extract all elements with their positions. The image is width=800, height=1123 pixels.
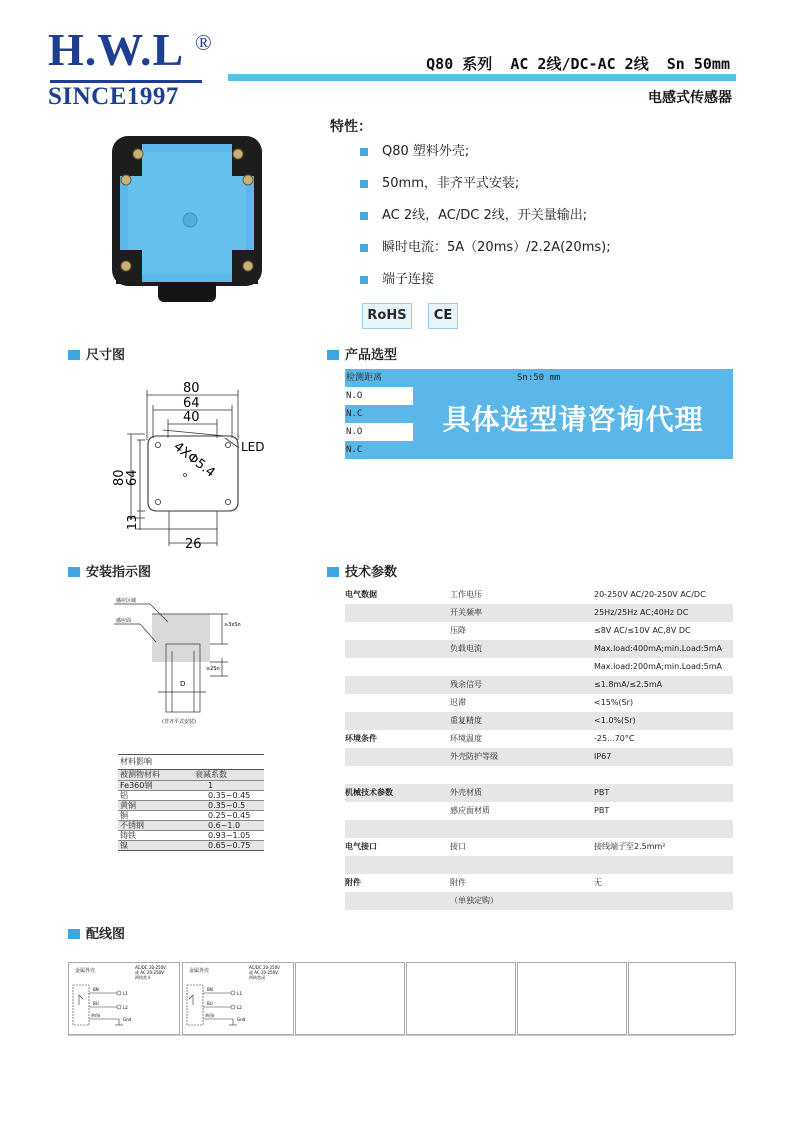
install-metal-label: 感应区域 [116, 598, 137, 604]
material-title: 材料影响 [118, 754, 264, 769]
dim-v13: 13 [125, 514, 139, 530]
section-specs: 技术参数 [327, 565, 397, 581]
bullet-icon [360, 244, 368, 252]
section-selection: 产品选型 [327, 348, 397, 364]
wiring-no-l2: L2 [123, 1005, 128, 1010]
wiring-diagram-empty [517, 962, 627, 1035]
bullet-icon [360, 148, 368, 156]
dim-40: 40 [183, 410, 200, 425]
holes-label: 4XΦ5.4 [170, 439, 218, 481]
wiring-nc-type: 两线常闭 [249, 975, 265, 980]
material-row: 镍 0.65~0.75 [118, 840, 264, 850]
spec-row: 压降 ≤8V AC/≤10V AC,8V DC [345, 622, 733, 640]
wiring-no-title: 金属外壳 [75, 968, 96, 974]
wiring-diagram-empty [295, 962, 405, 1035]
bullet-icon [360, 180, 368, 188]
dim-v80: 80 [112, 469, 127, 486]
section-wiring: 配线图 [68, 927, 125, 943]
selection-row: N.C [345, 405, 733, 423]
feature-item: Q80 塑料外壳; [360, 143, 611, 175]
material-header: 被测物材料 衰减系数 [118, 769, 264, 780]
selection-header-label: 检测距离 [346, 373, 383, 383]
page-subtitle: 电感式传感器 [648, 90, 732, 106]
spec-row: 重复精度 <1.0%(Sr) [345, 712, 733, 730]
feature-item: 50mm，非齐平式安装; [360, 175, 611, 207]
wiring-nc-drawing [183, 963, 293, 1034]
section-marker-icon [68, 350, 80, 360]
section-marker-icon [327, 350, 339, 360]
bullet-icon [360, 212, 368, 220]
spec-row: 开关频率 25Hz/25Hz AC;40Hz DC [345, 604, 733, 622]
registered-mark: ® [195, 30, 212, 55]
feature-item: AC 2线，AC/DC 2线，开关量输出; [360, 207, 611, 239]
spec-row: 电气接口 接口 接线端子至2.5mm² [345, 838, 733, 856]
section-marker-icon [327, 567, 339, 577]
wiring-diagram-empty [406, 962, 516, 1035]
install-caption: (非齐平式安装) [162, 719, 196, 725]
install-d-label: D [180, 680, 186, 688]
install-sensor-label: 感应面 [116, 618, 132, 624]
feature-item: 瞬时电流：5A（20ms）/2.2A(20ms); [360, 239, 611, 271]
title-bar [228, 74, 736, 81]
spec-row: 外壳防护等级 IP67 [345, 748, 733, 766]
material-row: 黄铜 0.35~0.5 [118, 800, 264, 810]
spec-row: Max.load:200mA;min.Load:5mA [345, 658, 733, 676]
install-gap2: ≥2Sn [206, 666, 220, 672]
dim-26: 26 [185, 537, 202, 552]
brand-since: SINCE1997 [48, 83, 179, 110]
wiring-nc-l1: L1 [237, 991, 242, 996]
spec-row [345, 820, 733, 838]
section-marker-icon [68, 567, 80, 577]
page-title: Q80 系列 AC 2线/DC-AC 2线 Sn 50mm [426, 55, 730, 73]
svg-text:BN: BN [207, 987, 213, 992]
brand-logo: H.W.L [48, 24, 185, 75]
wiring-no-pe: 黄/绿 [91, 1013, 101, 1018]
spec-row: 负载电流 Max.load:400mA;min.Load:5mA [345, 640, 733, 658]
selection-row: N.O [345, 387, 733, 405]
svg-text:BU: BU [207, 1001, 213, 1006]
spec-row [345, 856, 733, 874]
material-row: 不锈钢 0.6~1.0 [118, 820, 264, 830]
section-marker-icon [68, 929, 80, 939]
section-install: 安装指示图 [68, 565, 151, 581]
wiring-nc-l2: L2 [237, 1005, 242, 1010]
spec-row: 感应面材质 PBT [345, 802, 733, 820]
spec-row: 机械技术参数 外壳材质 PBT [345, 784, 733, 802]
wiring-diagram-no [68, 962, 180, 1035]
material-table [118, 754, 264, 851]
wiring-diagram-empty [628, 962, 736, 1035]
wiring-no-l1: L1 [123, 991, 128, 996]
sensor-photo [110, 132, 270, 312]
wiring-nc-gnd: Gnd [237, 1017, 246, 1022]
rohs-badge: RoHS [362, 303, 412, 329]
svg-text:BN: BN [93, 987, 99, 992]
spec-row: 电气数据 工作电压 20-250V AC/20-250V AC/DC [345, 586, 733, 604]
dim-v64: 64 [125, 469, 140, 486]
selection-row: N.C [345, 441, 733, 459]
install-drawing [110, 596, 260, 731]
spec-row: 迟滞 <15%(Sr) [345, 694, 733, 712]
material-row: 铝 0.35~0.45 [118, 790, 264, 800]
wiring-no-spec: AC/DC 20-250V [135, 965, 166, 970]
wiring-nc-title: 金属外壳 [189, 968, 210, 974]
wiring-nc-spec: AC/DC 20-250V [249, 965, 280, 970]
install-gap1: ≥3xSn [224, 622, 241, 628]
section-dimensions: 尺寸图 [68, 348, 125, 364]
svg-text:BU: BU [93, 1001, 99, 1006]
selection-notice: 具体选型请咨询代理 [413, 387, 733, 457]
spec-row [345, 766, 733, 784]
material-row: 铜 0.25~0.45 [118, 810, 264, 820]
features-list [360, 143, 611, 303]
selection-header [345, 369, 733, 387]
wiring-no-gnd: Gnd [123, 1017, 132, 1022]
dim-64: 64 [183, 396, 200, 411]
wiring-nc-spec2: 或 AC 20-250V [249, 970, 278, 975]
material-row: 铸铁 0.93~1.05 [118, 830, 264, 840]
selection-row: N.O [345, 423, 733, 441]
dim-80: 80 [183, 381, 200, 396]
ce-badge: CE [428, 303, 458, 329]
wiring-divider [68, 1035, 734, 1036]
features-title: 特性： [330, 119, 372, 135]
spec-row: 残余信号 ≤1.8mA/≤2.5mA [345, 676, 733, 694]
feature-item: 端子连接 [360, 271, 611, 303]
bullet-icon [360, 276, 368, 284]
led-label: LED [241, 440, 265, 454]
spec-row: 环境条件 环境温度 -25...70°C [345, 730, 733, 748]
spec-row: （单独定购） [345, 892, 733, 910]
dimension-drawing [105, 378, 285, 553]
wiring-no-spec2: 或 AC 20-250V [135, 970, 164, 975]
wiring-diagram-nc [182, 962, 294, 1035]
wiring-no-drawing [69, 963, 179, 1034]
spec-row: 附件 附件 无 [345, 874, 733, 892]
selection-header-value: Sn:50 mm [517, 373, 561, 383]
wiring-no-type: 两线常开 [135, 975, 151, 980]
material-row: Fe360钢 1 [118, 780, 264, 790]
specs-table [345, 586, 733, 910]
wiring-nc-pe: 黄/绿 [205, 1013, 215, 1018]
